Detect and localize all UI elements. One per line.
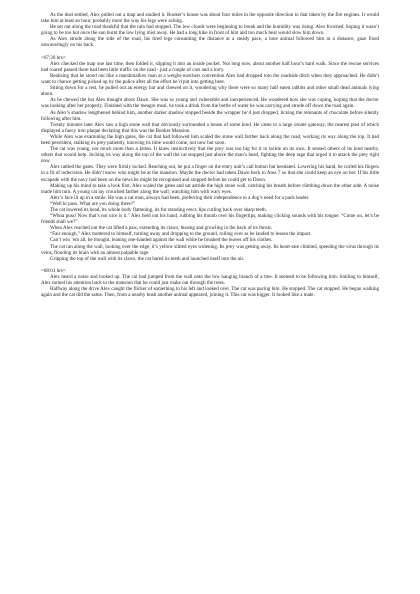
paragraph: Twenty minutes later Alex saw a high stone wall that obviously surrounded a house of some kind. He came to a large ornate gateway, the nearest post of which displayed a fancy iron plaque declaring that this was the Booker Mansion. [41,121,379,134]
paragraph: While Alex was examining the high gates, the cat that had followed him scaled the stone wall farther back along the road, working its way along the top. It had been persistent, stalking its prey patiently, knowing its time would come, not now but soon. [41,133,379,146]
paragraph: As he chewed the bar Alex thought about Dawn. She was so young and vulnerable and inexperienced. He wondered how she was coping, hoping that the doctor was looking after her properly. Finished with the meagre meal, he took a drink from the bottle of water he was carrying and strode off down the road again. [41,97,379,110]
paragraph: Making up his mind to take a look first, Alex scaled the gates and sat astride the high stone wall, catching his breath before climbing down the other side. A noise made him turn. A young cat lay crouched farther along the wall, watching him with wary eyes. [41,182,379,195]
paragraph: Alex checked the map one last time, then folded it, slipping it into an inside pocket. Not long now, about another half hour’s hard walk. Since the rescue services had roared passed there had been little traffic on the road - just a couple of cars and a lorry. [41,60,379,73]
paragraph: Realising that he stood out like a marshmallow man at a weight-watchers convention Alex had dropped into the roadside ditch when they approached. He didn’t want to chance getting picked up by the police after all the effort he’d put into getting here. [41,72,379,86]
paragraph: “Well hi puss. What are you doing there?” [50,200,136,207]
paragraph: Alex’s face lit up in a smile. He was a cat man, always had been, preferring their independence to a dog’s need for a pack leader. [50,194,310,201]
paragraph: Halfway along the drive Alex caught the flicker of something to his left and looked over. The cat was pacing him. He stopped. The cat stopped. He began walking again and the cat did the same. Then, from a nearby bush another animal appeared, joining it. This cat was bigger. It looked like a male. [41,286,379,299]
time-stamp-heading: =08:01 hrs= [41,267,66,274]
paragraph: He set out along the road thankful that the rain had stopped. The low clouds were beginning to break and the humidity was rising. Alex frowned, hoping it wasn’t going to be too hot once the sun burnt the low lying mist away. He had a long hike in front of him and too much heat would slow him down. [41,24,379,37]
paragraph: The cat lowered its head, its whole body flattening, its fur standing erect, lips curling back over sharp teeth. [50,207,267,213]
paragraph: Alex heard a noise and looked up. The cat had jumped from the wall onto the low hanging branch of a tree. It seemed to be following him. Smiling to himself, Alex turned his attention back to the mansion that he could just make out through the trees. [41,274,379,287]
paragraph: As Alex strode along the side of the road, his tired legs consuming the distance at a steady pace, a lone animal followed him at a distance, gaze fixed unwaveringly on his back. [41,36,379,49]
time-stamp-heading: =07:30 hrs= [41,54,66,61]
paragraph: When Alex reached out the cat lifted a paw, extending its claws, hissing and growling in the back of its throat. [50,225,273,232]
paragraph: The cat was young, not much more than a kitten. It knew instinctively that the prey was too big for it to tackle on its own. It sensed others of its kind nearby, others that would help. Inching its way along the top of the wall the cat stopped just above the man’s head, fighting the deep rage that urged it to attack the prey right now. [41,146,379,165]
paragraph: Gripping the top of the wall with its claws, the cat bared its teeth and launched itself into the air. [50,255,245,262]
paragraph: Alex rattled the gates. They were firmly locked. Reaching out, he put a finger on the entry unit’s call button but hesitated. Lowering his hand, he curled his fingers in a fit of indecision. He didn’t know who might be at the mansion. Maybe the doctor had taken Dawn back to Area 7 so that she could keep an eye on her. If his little escapade with the navy had been on the news he might be recognised and stopped before he could get to Dawn. [41,164,379,183]
paragraph: The cat ran along the wall, looking over the edge, it’s yellow slitted eyes widening. Its prey was getting away. Its heart-rate climbed, speeding the virus through its veins, flooding its brain with an almost palpable rage. [41,243,379,256]
paragraph: As Alex’s shadow lengthened behind him, another darker shadow stopped beside the wrapper he’d just dropped, licking the remnants of chocolate before silently following after him. [41,109,379,122]
paragraph: “Whoa puss! Now that’s not nice is it.” Alex held out his hand, rubbing his thumb over his fingertips, making clicking sounds with his tongue. “Come on, let’s be friends shall we?” [41,213,379,226]
text-body [41,12,379,298]
paragraph: As the dust settled, Alex pulled out a map and studied it. Booker’s house was about four miles in the opposite direction to that taken by the fire engines. It would take him at least an hour, probably more the way his legs were aching. [41,12,379,25]
paragraph: “Fair enough,” Alex muttered to himself, turning away and dropping to the ground, rolling over as he landed to lessen the impact. [50,231,312,238]
paragraph: Can’t win ’em all, he thought, leaning one-handed against the wall while he brushed the leaves off his clothes. [50,237,273,244]
paragraph: Sitting down for a rest, he pulled out an energy bar and chewed on it, wondering why there were so many half eaten rabbits and other small dead animals lying about. [41,85,379,98]
